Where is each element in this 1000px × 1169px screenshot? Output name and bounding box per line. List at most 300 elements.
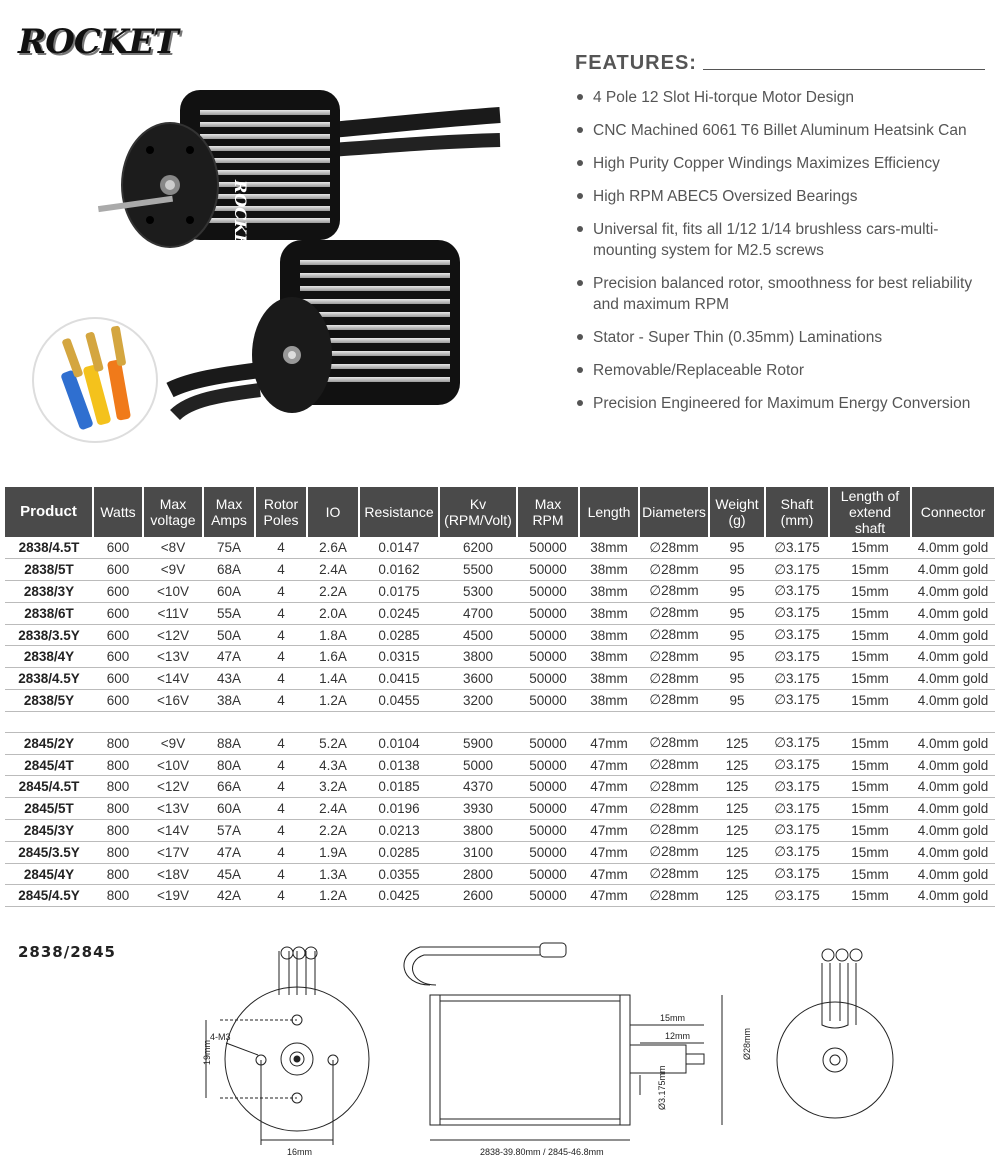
table-row [5,732,995,754]
table-cell: 4.0mm gold [911,668,995,690]
table-cell: 4.0mm gold [911,885,995,907]
table-cell: 2.4A [307,798,359,820]
table-cell: 15mm [829,668,911,690]
table-cell: 75A [203,537,255,559]
table-cell: 47A [203,841,255,863]
table-cell: 4 [255,581,307,603]
table-header-cell: Watts [93,487,143,537]
table-cell: 2838/3Y [5,581,93,603]
table-cell: ∅28mm [639,537,709,559]
table-cell: ∅3.175 [765,690,829,712]
table-row [5,668,995,690]
table-row [5,820,995,842]
table-cell: 2838/6T [5,602,93,624]
table-cell: 0.0245 [359,602,439,624]
table-cell: 600 [93,690,143,712]
drawing-label: 2838/2845 [18,943,116,961]
table-cell: 4.0mm gold [911,690,995,712]
table-cell [765,711,829,732]
motor-top-image [98,90,340,259]
table-cell: 15mm [829,624,911,646]
table-cell: ∅28mm [639,732,709,754]
table-cell: 0.0285 [359,841,439,863]
table-cell: 50000 [517,841,579,863]
table-cell: 2845/3Y [5,820,93,842]
table-cell: 2845/4.5T [5,776,93,798]
table-cell: ∅3.175 [765,602,829,624]
table-cell: ∅28mm [639,820,709,842]
table-cell: ∅3.175 [765,581,829,603]
table-cell [709,711,765,732]
table-cell: <9V [143,732,203,754]
table-cell: 38mm [579,646,639,668]
table-cell: 47mm [579,863,639,885]
table-header-cell: Weight (g) [709,487,765,537]
table-cell: 4 [255,646,307,668]
table-cell: 50000 [517,646,579,668]
table-cell: 0.0175 [359,581,439,603]
table-cell: 0.0147 [359,537,439,559]
table-cell: 4 [255,690,307,712]
table-cell: 50000 [517,559,579,581]
table-cell: 66A [203,776,255,798]
dim-15mm: 15mm [660,1013,686,1023]
table-cell: 60A [203,798,255,820]
table-cell: 4.0mm gold [911,820,995,842]
features-rule [703,69,985,70]
table-cell: 0.0104 [359,732,439,754]
table-cell: <17V [143,841,203,863]
table-cell: 125 [709,798,765,820]
table-cell: 5500 [439,559,517,581]
table-cell: 3800 [439,646,517,668]
table-cell: 5.2A [307,732,359,754]
table-cell: 800 [93,776,143,798]
table-cell: 50000 [517,885,579,907]
table-row [5,798,995,820]
table-cell: 4500 [439,624,517,646]
table-cell: ∅28mm [639,841,709,863]
table-cell: 2800 [439,863,517,885]
table-cell: 4 [255,820,307,842]
table-cell: 0.0285 [359,624,439,646]
table-header-cell: Length of extend shaft [829,487,911,537]
table-cell: 3600 [439,668,517,690]
table-cell: 15mm [829,537,911,559]
rear-view-drawing [777,949,893,1118]
table-cell: 125 [709,885,765,907]
table-cell: 50000 [517,798,579,820]
table-cell: 50000 [517,581,579,603]
table-cell: ∅28mm [639,559,709,581]
table-cell: 5300 [439,581,517,603]
table-cell: 2838/5Y [5,690,93,712]
table-cell: 800 [93,863,143,885]
table-cell: 3200 [439,690,517,712]
table-cell: <16V [143,690,203,712]
table-cell: ∅28mm [639,624,709,646]
table-cell: 125 [709,863,765,885]
feature-item: High RPM ABEC5 Oversized Bearings [575,186,985,207]
table-cell: 4 [255,732,307,754]
table-header-cell: Connector [911,487,995,537]
table-cell: 2600 [439,885,517,907]
table-row [5,646,995,668]
table-header-cell: Rotor Poles [255,487,307,537]
table-header-cell: Kv (RPM/Volt) [439,487,517,537]
table-cell: 2845/2Y [5,732,93,754]
table-cell: 50000 [517,776,579,798]
table-cell: 0.0162 [359,559,439,581]
table-cell [93,711,143,732]
table-cell: 95 [709,602,765,624]
table-cell: 15mm [829,581,911,603]
table-cell: 800 [93,732,143,754]
table-cell: ∅3.175 [765,863,829,885]
table-header-cell: IO [307,487,359,537]
table-cell: 125 [709,841,765,863]
table-cell: 47mm [579,732,639,754]
table-cell: 1.9A [307,841,359,863]
table-cell: 2845/4.5Y [5,885,93,907]
table-cell: ∅3.175 [765,732,829,754]
table-cell: 15mm [829,776,911,798]
table-cell: 2838/3.5Y [5,624,93,646]
table-cell: 50000 [517,624,579,646]
table-row [5,841,995,863]
table-cell: ∅3.175 [765,820,829,842]
bullet-icon [577,367,583,373]
table-cell: 800 [93,885,143,907]
table-cell: ∅28mm [639,798,709,820]
table-cell: 4 [255,776,307,798]
table-cell: 60A [203,581,255,603]
table-cell: <13V [143,798,203,820]
table-cell: ∅3.175 [765,885,829,907]
feature-item: High Purity Copper Windings Maximizes Efficiency [575,153,985,174]
table-cell: 95 [709,668,765,690]
table-cell: 57A [203,820,255,842]
table-cell: 95 [709,537,765,559]
table-cell: 2.2A [307,581,359,603]
table-cell: 50000 [517,732,579,754]
table-cell: ∅3.175 [765,776,829,798]
table-cell: <14V [143,820,203,842]
logo-text: ROCKET [18,22,178,62]
brand-logo [10,18,178,70]
table-cell: 50000 [517,537,579,559]
table-cell: 4.0mm gold [911,559,995,581]
dim-12mm: 12mm [665,1031,691,1041]
table-cell: 38mm [579,668,639,690]
bullet-icon [577,400,583,406]
features-title: FEATURES: [575,52,697,74]
table-cell: 4 [255,537,307,559]
table-cell: 0.0355 [359,863,439,885]
table-cell: ∅28mm [639,776,709,798]
table-cell: 50000 [517,820,579,842]
motor-brand-print: ROCKET [231,180,250,258]
table-cell: 5000 [439,754,517,776]
table-cell: 15mm [829,754,911,776]
table-cell: 47mm [579,820,639,842]
table-cell: 47mm [579,754,639,776]
table-cell: 2838/4.5Y [5,668,93,690]
table-header-row [5,487,995,537]
table-row [5,863,995,885]
feature-item: 4 Pole 12 Slot Hi-torque Motor Design [575,87,985,108]
table-row [5,602,995,624]
table-cell: 15mm [829,732,911,754]
table-cell: 2.0A [307,602,359,624]
table-cell: ∅3.175 [765,754,829,776]
table-cell [517,711,579,732]
table-gap-row [5,711,995,732]
table-cell [639,711,709,732]
table-cell: 4.0mm gold [911,646,995,668]
table-cell: 38mm [579,537,639,559]
table-cell: 600 [93,559,143,581]
table-cell: 50000 [517,690,579,712]
table-cell [143,711,203,732]
table-cell: 600 [93,581,143,603]
feature-item: CNC Machined 6061 T6 Billet Aluminum Heatsink Can [575,120,985,141]
table-cell: 43A [203,668,255,690]
table-cell: 47mm [579,776,639,798]
table-header-cell: Length [579,487,639,537]
table-cell: 55A [203,602,255,624]
table-cell: 47A [203,646,255,668]
table-cell: 600 [93,624,143,646]
table-cell: <10V [143,754,203,776]
table-cell: <13V [143,646,203,668]
table-cell: 2.4A [307,559,359,581]
table-cell: <12V [143,776,203,798]
table-cell [255,711,307,732]
table-cell: 4 [255,754,307,776]
table-row [5,559,995,581]
table-header-cell: Resistance [359,487,439,537]
table-cell: <9V [143,559,203,581]
table-row [5,690,995,712]
table-cell: <10V [143,581,203,603]
table-cell: ∅3.175 [765,841,829,863]
table-cell: 38mm [579,559,639,581]
table-cell: 2838/4Y [5,646,93,668]
table-header-cell: Product [5,487,93,537]
table-cell: 4 [255,559,307,581]
table-row [5,776,995,798]
table-cell: 0.0455 [359,690,439,712]
table-cell: 15mm [829,841,911,863]
table-cell: 15mm [829,798,911,820]
table-cell: 1.6A [307,646,359,668]
motor-bottom-image [252,240,460,413]
table-cell: ∅28mm [639,646,709,668]
table-cell: 15mm [829,559,911,581]
dim-shaft: Ø3.175mm [657,1065,667,1110]
table-cell: 125 [709,820,765,842]
table-cell: 38mm [579,624,639,646]
table-cell: 80A [203,754,255,776]
table-cell: ∅28mm [639,668,709,690]
table-cell: ∅28mm [639,885,709,907]
table-cell: 600 [93,668,143,690]
table-cell: 125 [709,732,765,754]
table-cell: 88A [203,732,255,754]
table-cell: 6200 [439,537,517,559]
table-cell [829,711,911,732]
motor-product-images [30,70,510,450]
table-cell: 95 [709,624,765,646]
feature-list [575,87,985,414]
table-cell: 1.2A [307,690,359,712]
table-header-cell: Max voltage [143,487,203,537]
table-cell: ∅28mm [639,602,709,624]
table-cell: 1.8A [307,624,359,646]
table-cell: 0.0138 [359,754,439,776]
table-cell: ∅3.175 [765,559,829,581]
table-cell: 47mm [579,798,639,820]
bullet-icon [577,334,583,340]
table-cell: ∅3.175 [765,668,829,690]
table-row [5,885,995,907]
connector-inset-image [33,318,157,442]
table-cell: 2845/4Y [5,863,93,885]
dim-diameter: Ø28mm [742,1027,752,1060]
table-cell: 42A [203,885,255,907]
table-cell: 1.2A [307,885,359,907]
table-cell: 2.6A [307,537,359,559]
table-cell: 50000 [517,602,579,624]
table-cell: 0.0415 [359,668,439,690]
table-cell: 15mm [829,690,911,712]
table-cell: <8V [143,537,203,559]
table-cell: 800 [93,820,143,842]
table-cell: 15mm [829,602,911,624]
feature-item: Removable/Replaceable Rotor [575,360,985,381]
table-cell: 0.0315 [359,646,439,668]
bullet-icon [577,94,583,100]
side-view-drawing [404,943,722,1140]
table-cell: 15mm [829,885,911,907]
bullet-icon [577,193,583,199]
table-cell: 4.0mm gold [911,841,995,863]
table-cell: <11V [143,602,203,624]
dim-16mm: 16mm [287,1147,313,1157]
table-cell: <18V [143,863,203,885]
table-cell: 2838/4.5T [5,537,93,559]
table-cell: ∅28mm [639,690,709,712]
table-cell: <14V [143,668,203,690]
dim-mount-holes: 4-M3 [210,1032,231,1042]
technical-drawing [0,935,1000,1169]
feature-item: Precision balanced rotor, smoothness for best reliability and maximum RPM [575,273,985,315]
table-cell: 4.0mm gold [911,863,995,885]
table-body [5,537,995,907]
table-cell: 45A [203,863,255,885]
table-cell: 15mm [829,820,911,842]
bullet-icon [577,226,583,232]
table-cell: 4 [255,668,307,690]
table-header-cell: Max RPM [517,487,579,537]
table-cell [203,711,255,732]
table-cell: 4.0mm gold [911,732,995,754]
table-cell: ∅3.175 [765,646,829,668]
dim-19mm: 19mm [202,1039,212,1065]
table-cell: ∅3.175 [765,624,829,646]
table-cell: 5900 [439,732,517,754]
bullet-icon [577,160,583,166]
table-cell: 4.0mm gold [911,754,995,776]
bullet-icon [577,280,583,286]
table-cell: 1.4A [307,668,359,690]
table-cell: 4.0mm gold [911,776,995,798]
table-cell: 800 [93,798,143,820]
dim-length: 2838-39.80mm / 2845-46.8mm [480,1147,604,1157]
table-header-cell: Shaft (mm) [765,487,829,537]
table-cell: 4.3A [307,754,359,776]
table-row [5,754,995,776]
table-cell: 47mm [579,885,639,907]
table-row [5,537,995,559]
table-cell: 4.0mm gold [911,798,995,820]
table-row [5,581,995,603]
front-view-drawing [206,947,369,1145]
table-cell: ∅28mm [639,581,709,603]
table-cell: 4700 [439,602,517,624]
table-cell: 3930 [439,798,517,820]
feature-item: Precision Engineered for Maximum Energy Conversion [575,393,985,414]
table-header-cell: Diameters [639,487,709,537]
bullet-icon [577,127,583,133]
table-cell: 38mm [579,690,639,712]
table-cell [359,711,439,732]
table-cell: ∅28mm [639,863,709,885]
features-section [575,52,985,426]
table-cell: 95 [709,581,765,603]
table-row [5,624,995,646]
feature-item: Universal fit, fits all 1/12 1/14 brushless cars-multi-mounting system for M2.5 screws [575,219,985,261]
table-cell: 3800 [439,820,517,842]
table-cell: 4.0mm gold [911,602,995,624]
table-cell: 50000 [517,754,579,776]
table-cell: 95 [709,646,765,668]
table-cell [439,711,517,732]
table-cell: 38A [203,690,255,712]
feature-item: Stator - Super Thin (0.35mm) Laminations [575,327,985,348]
table-cell: 38mm [579,602,639,624]
table-cell: 2845/3.5Y [5,841,93,863]
table-cell: 800 [93,841,143,863]
table-cell: 4 [255,863,307,885]
table-cell: 4 [255,602,307,624]
table-cell: 3100 [439,841,517,863]
table-cell: <19V [143,885,203,907]
table-cell: 0.0196 [359,798,439,820]
table-cell [307,711,359,732]
table-cell [579,711,639,732]
table-cell: 600 [93,537,143,559]
table-cell: 38mm [579,581,639,603]
table-cell: 2838/5T [5,559,93,581]
table-cell: 800 [93,754,143,776]
table-cell [5,711,93,732]
table-cell: 4.0mm gold [911,581,995,603]
table-cell: 4.0mm gold [911,624,995,646]
table-cell: ∅3.175 [765,798,829,820]
table-cell: 68A [203,559,255,581]
